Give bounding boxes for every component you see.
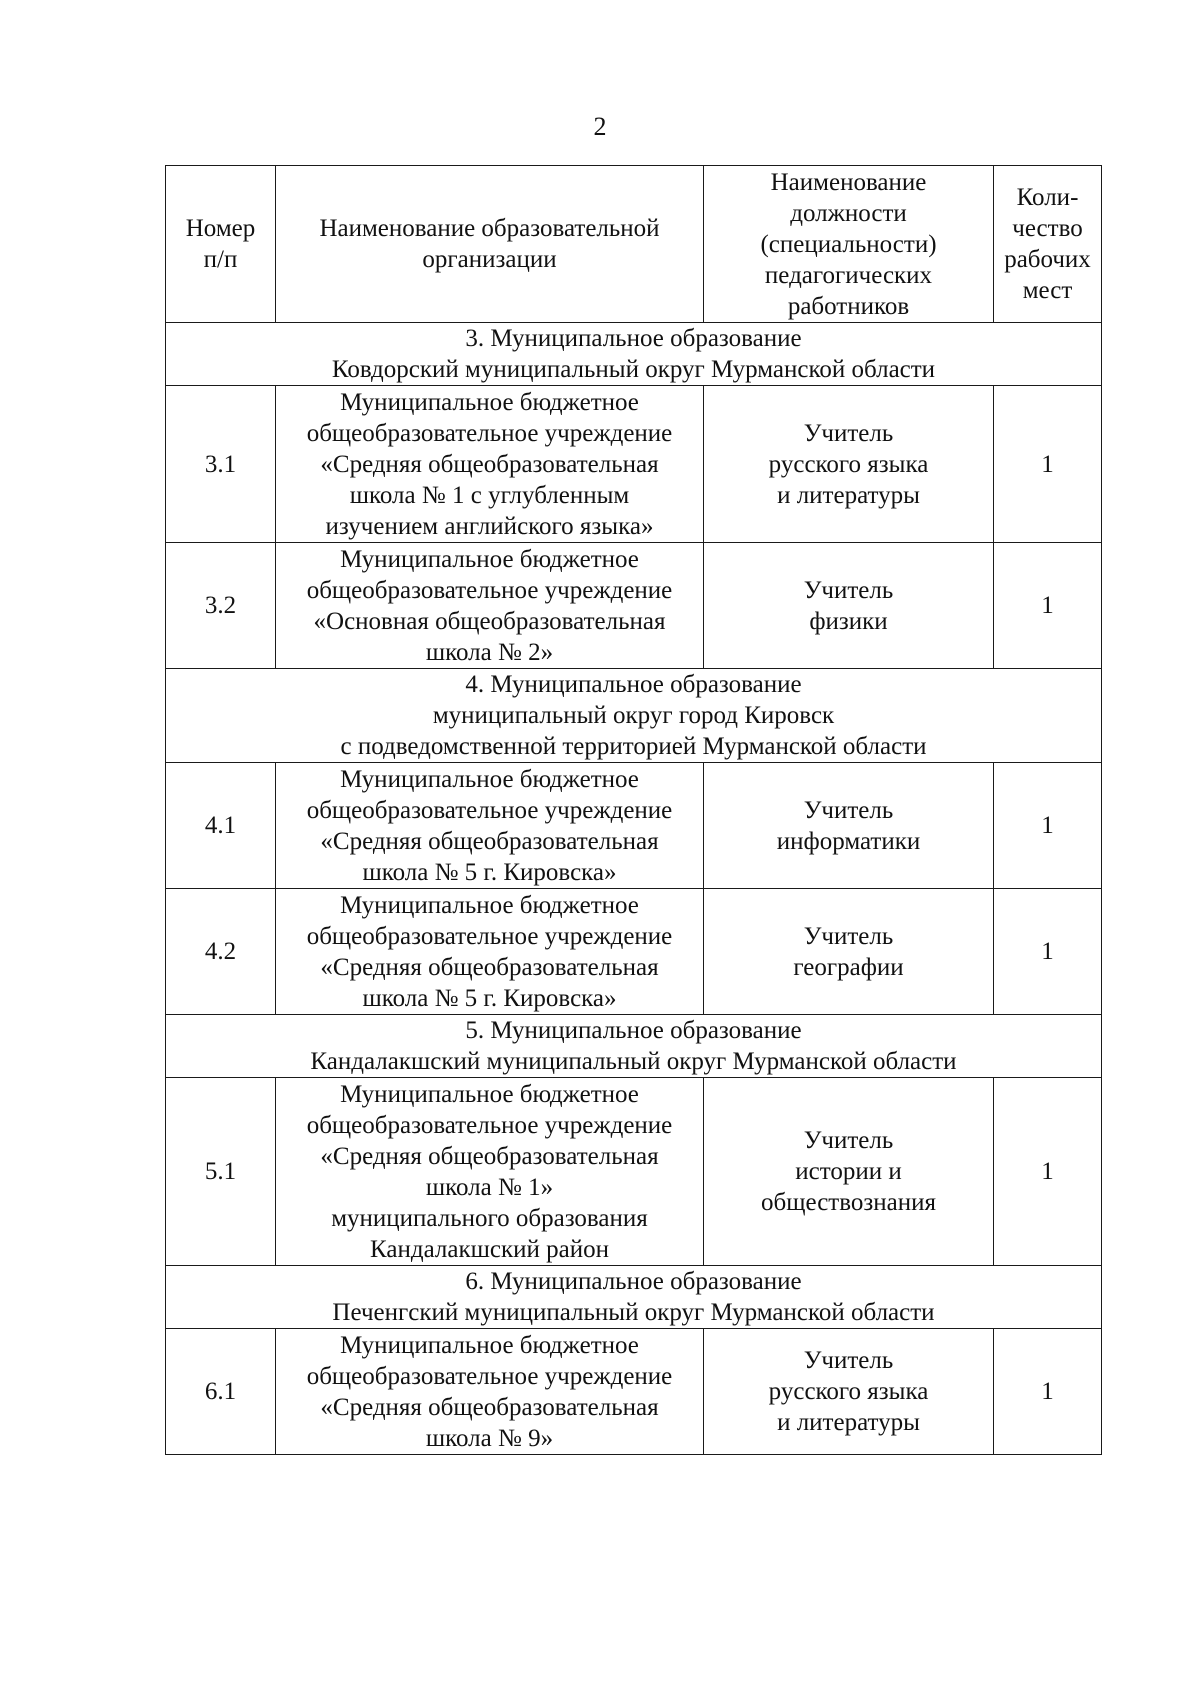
header-number: Номер п/п (166, 166, 276, 323)
section-title: 3. Муниципальное образование Ковдорский муниципальный округ Мурманской области (166, 323, 1102, 386)
row-position: Учитель информатики (704, 763, 994, 889)
row-number: 4.2 (166, 889, 276, 1015)
row-number: 5.1 (166, 1078, 276, 1266)
row-number: 6.1 (166, 1329, 276, 1455)
row-position: Учитель физики (704, 543, 994, 669)
section-heading-6 (166, 1266, 1102, 1329)
header-organization: Наименование образовательной организации (276, 166, 704, 323)
row-position: Учитель географии (704, 889, 994, 1015)
row-number: 3.1 (166, 386, 276, 543)
row-number: 3.2 (166, 543, 276, 669)
row-position: Учитель русского языка и литературы (704, 386, 994, 543)
section-heading-5 (166, 1015, 1102, 1078)
row-organization: Муниципальное бюджетное общеобразовательное учреждение «Средняя общеобразовательная школа № 5 г. Кировска» (276, 763, 704, 889)
table-row (166, 1078, 1102, 1266)
table-row (166, 763, 1102, 889)
row-position: Учитель русского языка и литературы (704, 1329, 994, 1455)
page-number: 2 (593, 112, 607, 141)
header-count: Коли- чество рабочих мест (994, 166, 1102, 323)
table-row (166, 386, 1102, 543)
row-count: 1 (994, 1078, 1102, 1266)
row-count: 1 (994, 889, 1102, 1015)
row-organization: Муниципальное бюджетное общеобразовательное учреждение «Основная общеобразовательная школа № 2» (276, 543, 704, 669)
row-organization: Муниципальное бюджетное общеобразовательное учреждение «Средняя общеобразовательная школа № 9» (276, 1329, 704, 1455)
row-count: 1 (994, 543, 1102, 669)
section-title: 6. Муниципальное образование Печенгский муниципальный округ Мурманской области (166, 1266, 1102, 1329)
row-organization: Муниципальное бюджетное общеобразовательное учреждение «Средняя общеобразовательная школа № 5 г. Кировска» (276, 889, 704, 1015)
section-title: 4. Муниципальное образование муниципальный округ город Кировск с подведомственной территорией Мурманской области (166, 669, 1102, 763)
table-row (166, 1329, 1102, 1455)
row-number: 4.1 (166, 763, 276, 889)
header-position: Наименование должности (специальности) педагогических работников (704, 166, 994, 323)
section-title: 5. Муниципальное образование Кандалакшский муниципальный округ Мурманской области (166, 1015, 1102, 1078)
row-count: 1 (994, 763, 1102, 889)
row-count: 1 (994, 1329, 1102, 1455)
row-count: 1 (994, 386, 1102, 543)
section-heading-4 (166, 669, 1102, 763)
table-row (166, 889, 1102, 1015)
row-organization: Муниципальное бюджетное общеобразовательное учреждение «Средняя общеобразовательная школа № 1 с углубленным изучением английского языка» (276, 386, 704, 543)
vacancies-table (165, 165, 1102, 1455)
table-header-row (166, 166, 1102, 323)
row-organization: Муниципальное бюджетное общеобразовательное учреждение «Средняя общеобразовательная школа № 1» муниципального образования Кандалакшский район (276, 1078, 704, 1266)
table-row (166, 543, 1102, 669)
row-position: Учитель истории и обществознания (704, 1078, 994, 1266)
section-heading-3 (166, 323, 1102, 386)
